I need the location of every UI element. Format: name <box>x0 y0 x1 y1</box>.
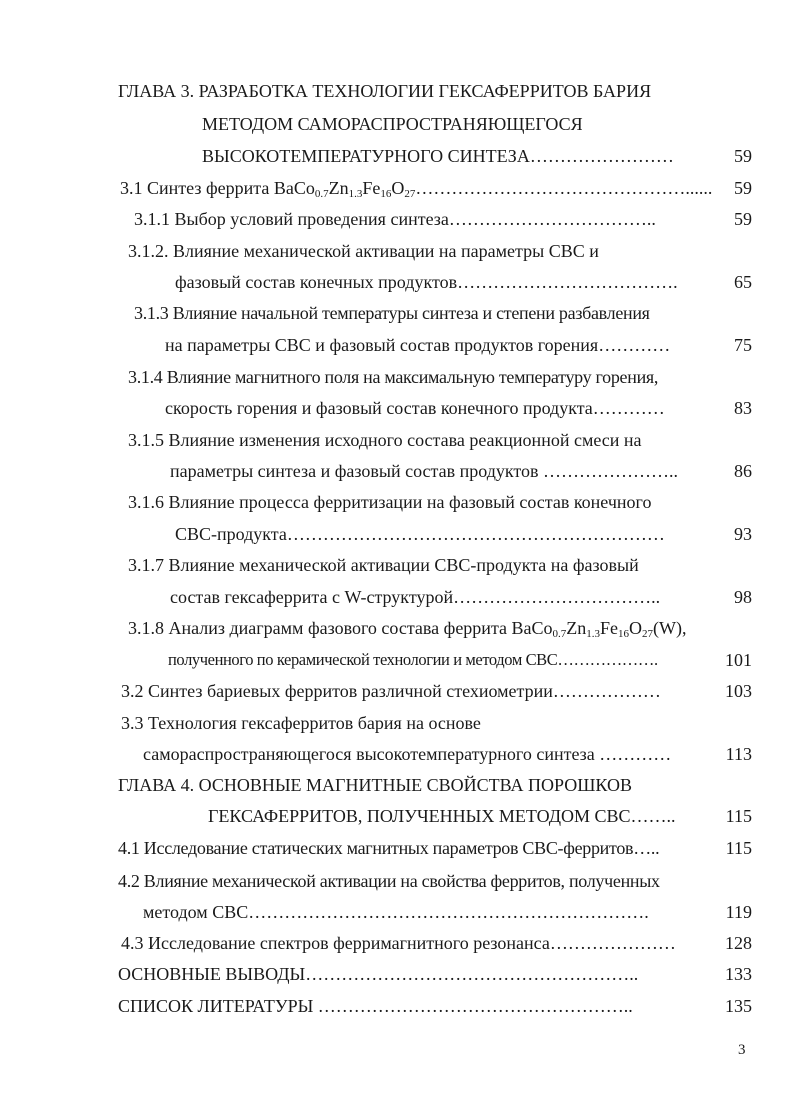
chapter-4-heading-line1: ГЛАВА 4. ОСНОВНЫЕ МАГНИТНЫЕ СВОЙСТВА ПОРОШКОВ <box>118 775 632 795</box>
section-3-1-2-line1: 3.1.2. Влияние механической активации на параметры СВС и <box>128 241 599 261</box>
section-3-1-6-line1: 3.1.6 Влияние процесса ферритизации на фазовый состав конечного <box>128 492 652 512</box>
section-3-1-2-page: 65 <box>734 272 752 292</box>
section-3-3-line1: 3.3 Технология гексаферритов бария на основе <box>121 713 481 733</box>
section-3-1-3-line2: на параметры СВС и фазовый состав продуктов горения………… <box>165 335 671 355</box>
formula-sub-co: 0.7 <box>314 188 329 200</box>
section-3-1-7-line2: состав гексаферрита с W-структурой…………………………….. <box>170 587 661 607</box>
section-3-1-6-page: 93 <box>734 524 752 544</box>
section-3-1-8-line1 <box>128 617 687 639</box>
chapter-3-heading-line2: МЕТОДОМ САМОРАСПРОСТРАНЯЮЩЕГОСЯ <box>202 114 583 134</box>
conclusions-entry: ОСНОВНЫЕ ВЫВОДЫ……………………………………………….. <box>118 964 639 984</box>
formula-sub-co: 0.7 <box>552 628 567 640</box>
section-4-1-page: 115 <box>725 838 752 858</box>
section-3-1-1-entry: 3.1.1 Выбор условий проведения синтеза…………………………….. <box>134 209 656 229</box>
section-3-1-page: 59 <box>734 178 752 198</box>
section-3-1-8-page: 101 <box>725 650 752 670</box>
section-4-2-page: 119 <box>725 902 752 922</box>
chapter-3-heading-line3: ВЫСОКОТЕМПЕРАТУРНОГО СИНТЕЗА…………………… <box>202 146 674 166</box>
formula-o: O <box>629 618 643 638</box>
chapter-4-heading-line2: ГЕКСАФЕРРИТОВ, ПОЛУЧЕННЫХ МЕТОДОМ СВС…….. <box>208 806 676 826</box>
section-3-1-8-line2: полученного по керамической технологии и методом СВС………………. <box>168 650 658 669</box>
section-3-3-page: 113 <box>725 744 752 764</box>
references-page: 135 <box>725 996 752 1016</box>
section-3-1-2-line2: фазовый состав конечных продуктов………………………………. <box>175 272 678 292</box>
section-4-1-entry: 4.1 Исследование статических магнитных параметров СВС-ферритов….. <box>118 838 660 858</box>
section-3-1-7-page: 98 <box>734 587 752 607</box>
section-4-2-line1: 4.2 Влияние механической активации на свойства ферритов, полученных <box>118 871 660 891</box>
formula-o: O <box>391 178 405 198</box>
formula-sub-o: 27 <box>404 188 416 200</box>
section-3-2-page: 103 <box>725 681 752 701</box>
formula-sub-o: 27 <box>642 628 654 640</box>
section-3-1-6-line2: СВС-продукта……………………………………………………… <box>175 524 665 544</box>
section-3-1-3-line1: 3.1.3 Влияние начальной температуры синтеза и степени разбавления <box>134 303 650 323</box>
section-4-2-line2: методом СВС…………………………………………………………. <box>143 902 649 922</box>
section-3-3-line2: самораспространяющегося высокотемпературного синтеза ………… <box>143 744 672 764</box>
section-4-3-entry: 4.3 Исследование спектров ферримагнитного резонанса………………… <box>121 933 676 953</box>
section-3-1-leader: ………………………………………...... <box>415 178 713 198</box>
section-3-1-5-page: 86 <box>734 461 752 481</box>
formula-sub-zn: 1.3 <box>348 188 363 200</box>
formula-zn: Zn <box>328 178 349 198</box>
formula-fe: Fe <box>600 618 619 638</box>
section-3-1-7-line1: 3.1.7 Влияние механической активации СВС-продукта на фазовый <box>128 555 639 575</box>
section-3-1-5-line2: параметры синтеза и фазовый состав продуктов ………………….. <box>170 461 679 481</box>
section-3-1-entry <box>120 177 712 199</box>
section-3-1-4-page: 83 <box>734 398 752 418</box>
section-3-1-1-page: 59 <box>734 209 752 229</box>
section-3-1-4-line1: 3.1.4 Влияние магнитного поля на максимальную температуру горения, <box>128 367 659 387</box>
chapter-3-page: 59 <box>734 146 752 166</box>
formula-sub-fe: 16 <box>618 628 630 640</box>
section-4-3-page: 128 <box>725 933 752 953</box>
formula-zn: Zn <box>566 618 587 638</box>
formula-fe: Fe <box>362 178 381 198</box>
section-3-1-3-page: 75 <box>734 335 752 355</box>
section-3-1-prefix: 3.1 Синтез феррита BaCo <box>120 178 315 198</box>
chapter-4-page: 115 <box>725 806 752 826</box>
chapter-3-heading-line1: ГЛАВА 3. РАЗРАБОТКА ТЕХНОЛОГИИ ГЕКСАФЕРРИТОВ БАРИЯ <box>118 81 652 101</box>
section-3-1-4-line2: скорость горения и фазовый состав конечного продукта………… <box>165 398 665 418</box>
section-3-2-entry: 3.2 Синтез бариевых ферритов различной стехиометрии……………… <box>121 681 661 701</box>
formula-structure-type: (W), <box>653 618 687 638</box>
conclusions-page: 133 <box>725 964 752 984</box>
formula-sub-zn: 1.3 <box>586 628 601 640</box>
references-entry: СПИСОК ЛИТЕРАТУРЫ …………………………………………….. <box>118 996 633 1016</box>
section-3-1-5-line1: 3.1.5 Влияние изменения исходного состава реакционной смеси на <box>128 430 642 450</box>
page-number: 3 <box>738 1042 746 1058</box>
section-3-1-8-prefix: 3.1.8 Анализ диаграмм фазового состава феррита BaCo <box>128 618 553 638</box>
formula-sub-fe: 16 <box>380 188 392 200</box>
